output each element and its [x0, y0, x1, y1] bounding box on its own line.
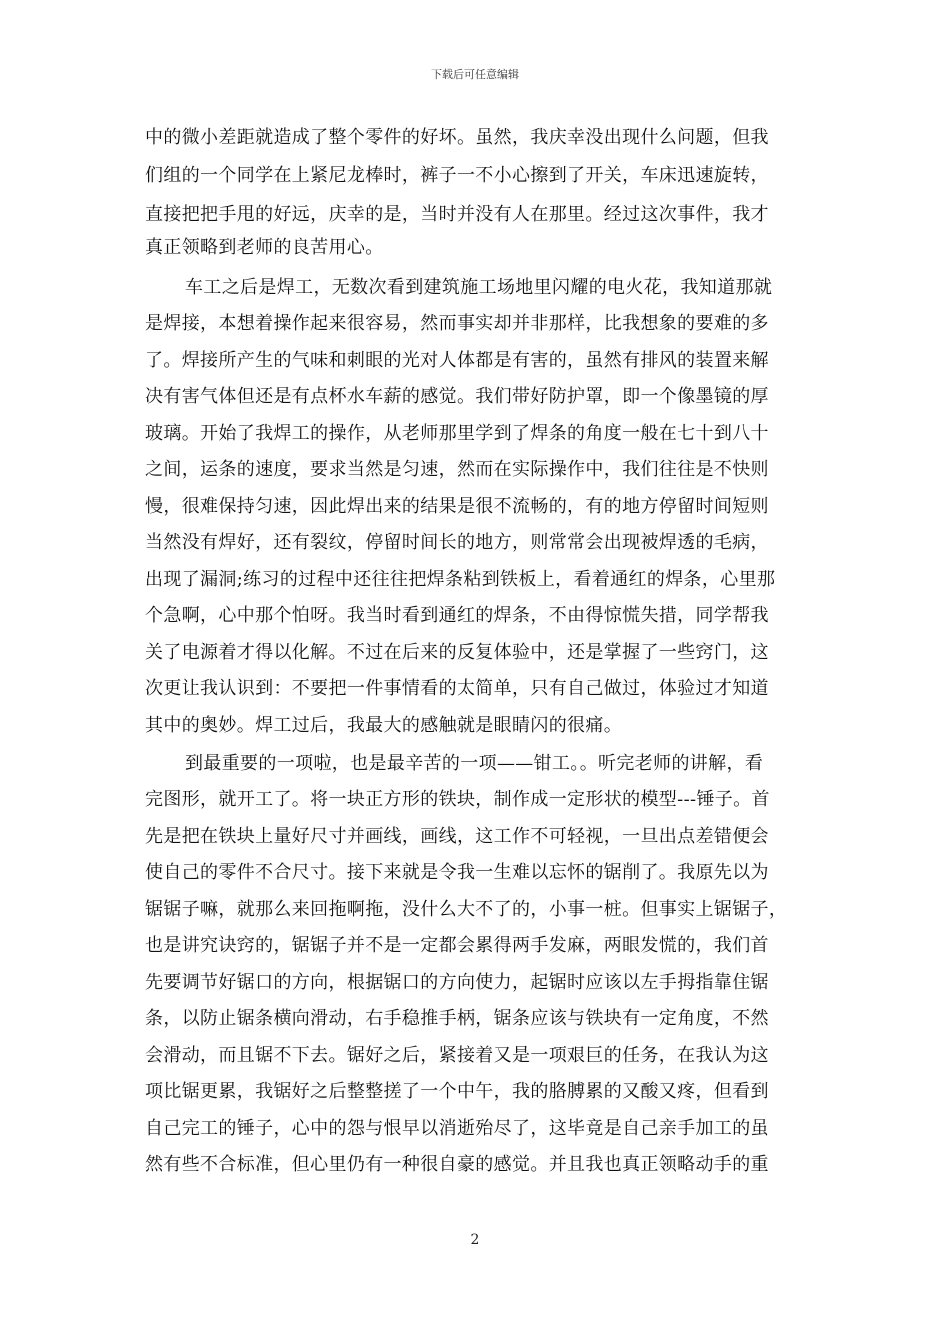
text-line: 完图形，就开工了。将一块正方形的铁块，制作成一定形状的模型---锤子。首 — [145, 789, 770, 810]
text-line: 个急啊，心中那个怕呀。我当时看到通红的焊条，不由得惊慌失措，同学帮我 — [145, 605, 769, 626]
text-line: 玻璃。开始了我焊工的操作，从老师那里学到了焊条的角度一般在七十到八十 — [145, 423, 769, 444]
text-line: 直接把把手甩的好远，庆幸的是，当时并没有人在那里。经过这次事件，我才 — [145, 204, 769, 225]
paragraph-start-line: 车工之后是焊工，无数次看到建筑施工场地里闪耀的电火花，我知道那就 — [185, 277, 773, 298]
text-line: 决有害气体但还是有点杯水车薪的感觉。我们带好防护罩，即一个像墨镜的厚 — [145, 386, 769, 407]
text-line: 使自己的零件不合尺寸。接下来就是令我一生难以忘怀的锯削了。我原先以为 — [145, 862, 769, 883]
text-line: 会滑动，而且锯不下去。锯好之后，紧接着又是一项艰巨的任务，在我认为这 — [145, 1045, 769, 1066]
text-line: 其中的奥妙。焊工过后，我最大的感触就是眼睛闪的很痛。 — [145, 715, 623, 736]
page-number: 2 — [470, 1232, 480, 1248]
text-line: 条，以防止锯条横向滑动，右手稳推手柄，锯条应该与铁块有一定角度，不然 — [145, 1008, 769, 1029]
text-line: 次更让我认识到：不要把一件事情看的太简单，只有自己做过，体验过才知道 — [145, 678, 769, 699]
text-line: 自己完工的锤子，心中的怨与恨早以消逝殆尽了，这毕竟是自己亲手加工的虽 — [145, 1118, 769, 1139]
text-line: 是焊接，本想着操作起来很容易，然而事实却并非那样，比我想象的要难的多 — [145, 313, 769, 334]
text-line: 了。焊接所产生的气味和刺眼的光对人体都是有害的，虽然有排风的装置来解 — [145, 350, 769, 371]
text-line: 关了电源着才得以化解。不过在后来的反复体验中，还是掌握了一些窍门，这 — [145, 642, 769, 663]
text-line: 项比锯更累，我锯好之后整整搓了一个中午，我的胳膊累的又酸又疼，但看到 — [145, 1081, 769, 1102]
text-line: 当然没有焊好，还有裂纹，停留时间长的地方，则常常会出现被焊透的毛病， — [145, 532, 769, 553]
text-line: 慢，很难保持匀速，因此焊出来的结果是很不流畅的，有的地方停留时间短则 — [145, 496, 769, 517]
paragraph-start-line: 到最重要的一项啦，也是最辛苦的一项——钳工。。听完老师的讲解，看 — [185, 753, 764, 774]
text-line: 真正领略到老师的良苦用心。 — [145, 237, 384, 258]
text-line: 也是讲究诀窍的，锯锯子并不是一定都会累得两手发麻，两眼发慌的，我们首 — [145, 935, 769, 956]
text-line: 锯锯子嘛，就那么来回拖啊拖，没什么大不了的，小事一桩。但事实上锯锯子， — [145, 899, 788, 920]
text-line: 们组的一个同学在上紧尼龙棒时，裤子一不小心擦到了开关，车床迅速旋转， — [145, 165, 769, 186]
text-line: 先要调节好锯口的方向，根据锯口的方向使力，起锯时应该以左手拇指靠住锯 — [145, 972, 769, 993]
text-line: 然有些不合标准，但心里仍有一种很自豪的感觉。并且我也真正领略动手的重 — [145, 1154, 769, 1175]
text-line: 出现了漏洞;练习的过程中还往往把焊条粘到铁板上，看着通红的焊条，心里那 — [145, 569, 776, 590]
page-header: 下载后可任意编辑 — [431, 68, 519, 81]
text-line: 先是把在铁块上量好尺寸并画线，画线，这工作不可轻视，一旦出点差错便会 — [145, 826, 769, 847]
text-line: 中的微小差距就造成了整个零件的好坏。虽然，我庆幸没出现什么问题，但我 — [145, 127, 769, 148]
text-line: 之间，运条的速度，要求当然是匀速，然而在实际操作中，我们往往是不快则 — [145, 459, 769, 480]
